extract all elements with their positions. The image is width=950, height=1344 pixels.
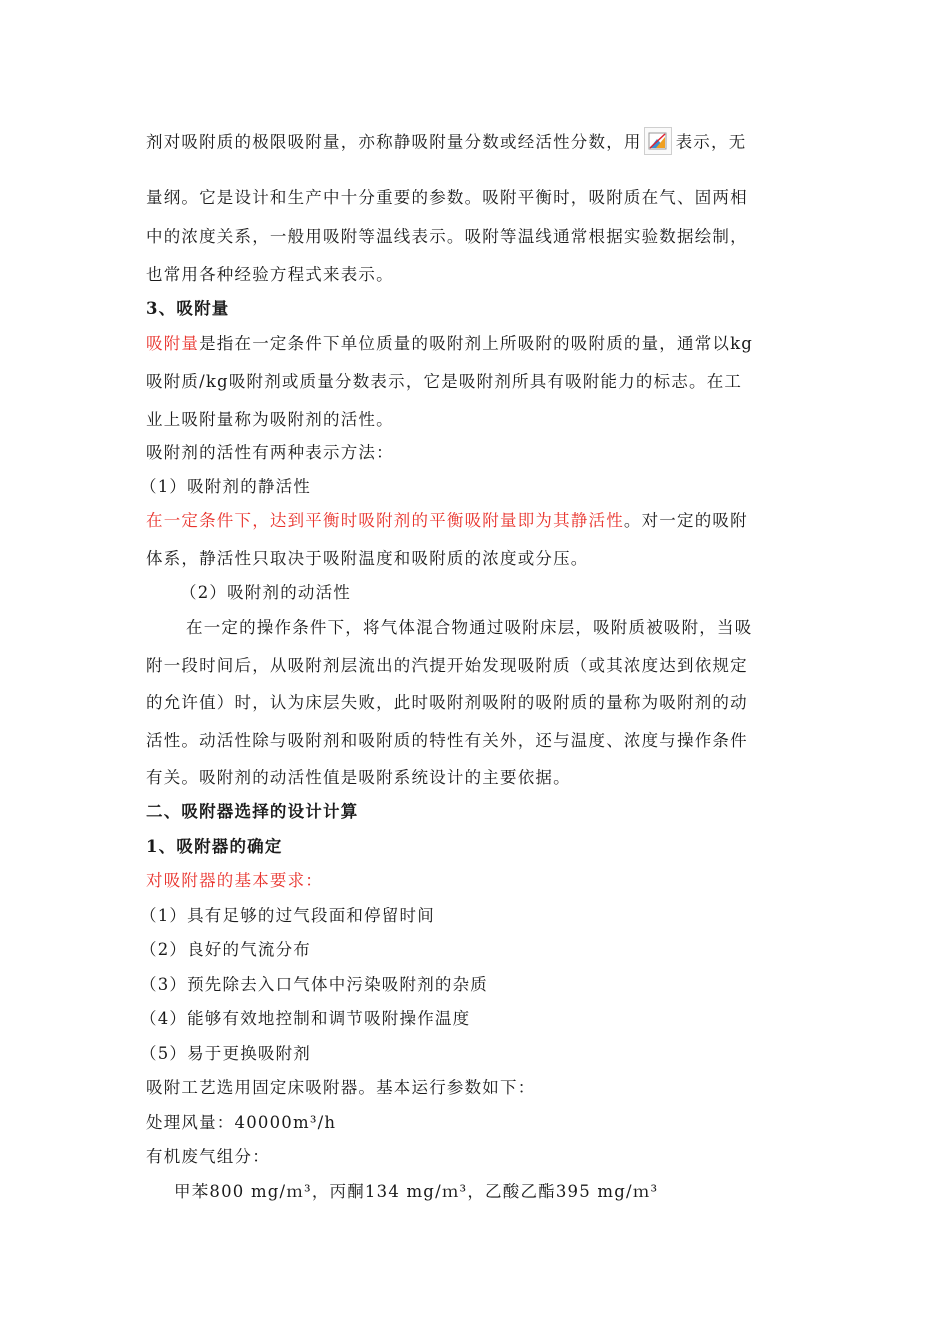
paragraph-line: 有关。吸附剂的动活性值是吸附系统设计的主要依据。 xyxy=(146,768,571,787)
section-heading-2-1: 1、吸附器的确定 xyxy=(146,837,283,856)
paragraph-line: 也常用各种经验方程式来表示。 xyxy=(146,265,394,284)
highlighted-sentence: 在一定条件下，达到平衡时吸附剂的平衡吸附量即为其静活性 xyxy=(146,511,624,530)
subheading-static-activity: （1）吸附剂的静活性 xyxy=(140,477,311,496)
paragraph-line xyxy=(146,333,810,355)
paragraph-line: 甲苯800 mg/ｍ³，丙酮134 mg/ｍ³，乙酸乙酯395 mg/ｍ³ xyxy=(174,1182,659,1201)
text-run: 表示，无 xyxy=(675,132,747,152)
list-item: （3）预先除去入口气体中污染吸附剂的杂质 xyxy=(140,975,488,994)
text-run: 。对一定的吸附 xyxy=(623,511,748,530)
broken-image-icon xyxy=(644,127,672,155)
list-item: （5）易于更换吸附剂 xyxy=(140,1044,311,1063)
paragraph-line: 的允许值）时，认为床层失败，此时吸附剂吸附的吸附质的量称为吸附剂的动 xyxy=(146,693,748,712)
paragraph-line: 附一段时间后，从吸附剂层流出的汽提开始发现吸附质（或其浓度达到依规定 xyxy=(146,656,748,675)
requirements-title: 对吸附器的基本要求： xyxy=(146,871,323,890)
highlighted-term: 吸附量 xyxy=(146,334,200,353)
list-item: （1）具有足够的过气段面和停留时间 xyxy=(140,906,435,925)
paragraph-line: 吸附剂的活性有两种表示方法： xyxy=(146,443,394,462)
paragraph-line: 吸附工艺选用固定床吸附器。基本运行参数如下： xyxy=(146,1078,536,1097)
paragraph-line: 业上吸附量称为吸附剂的活性。 xyxy=(146,410,394,429)
paragraph-line: 量纲。它是设计和生产中十分重要的参数。吸附平衡时，吸附质在气、固两相 xyxy=(146,188,748,207)
text-run: 剂对吸附质的极限吸附量，亦称静吸附量分数或经活性分数，用 xyxy=(146,132,642,152)
list-item: （2）良好的气流分布 xyxy=(140,940,311,959)
paragraph-line: 在一定的操作条件下，将气体混合物通过吸附床层，吸附质被吸附，当吸 xyxy=(186,618,753,637)
paragraph-line: 体系，静活性只取决于吸附温度和吸附质的浓度或分压。 xyxy=(146,549,589,568)
paragraph-line xyxy=(146,129,810,157)
subheading-dynamic-activity: （2）吸附剂的动活性 xyxy=(180,583,351,602)
list-item: （4）能够有效地控制和调节吸附操作温度 xyxy=(140,1009,471,1028)
paragraph-line xyxy=(146,510,810,532)
paragraph-line: 中的浓度关系，一般用吸附等温线表示。吸附等温线通常根据实验数据绘制， xyxy=(146,227,748,246)
section-heading-2: 二、吸附器选择的设计计算 xyxy=(146,802,359,821)
section-heading-3: 3、吸附量 xyxy=(146,299,230,318)
paragraph-line: 吸附质/kg吸附剂或质量分数表示，它是吸附剂所具有吸附能力的标志。在工 xyxy=(146,372,743,391)
paragraph-line: 活性。动活性除与吸附剂和吸附质的特性有关外，还与温度、浓度与操作条件 xyxy=(146,731,748,750)
paragraph-line: 处理风量：40000m³/h xyxy=(146,1113,337,1132)
text-run: 是指在一定条件下单位质量的吸附剂上所吸附的吸附质的量，通常以kg xyxy=(199,334,754,353)
paragraph-line: 有机废气组分： xyxy=(146,1147,270,1166)
